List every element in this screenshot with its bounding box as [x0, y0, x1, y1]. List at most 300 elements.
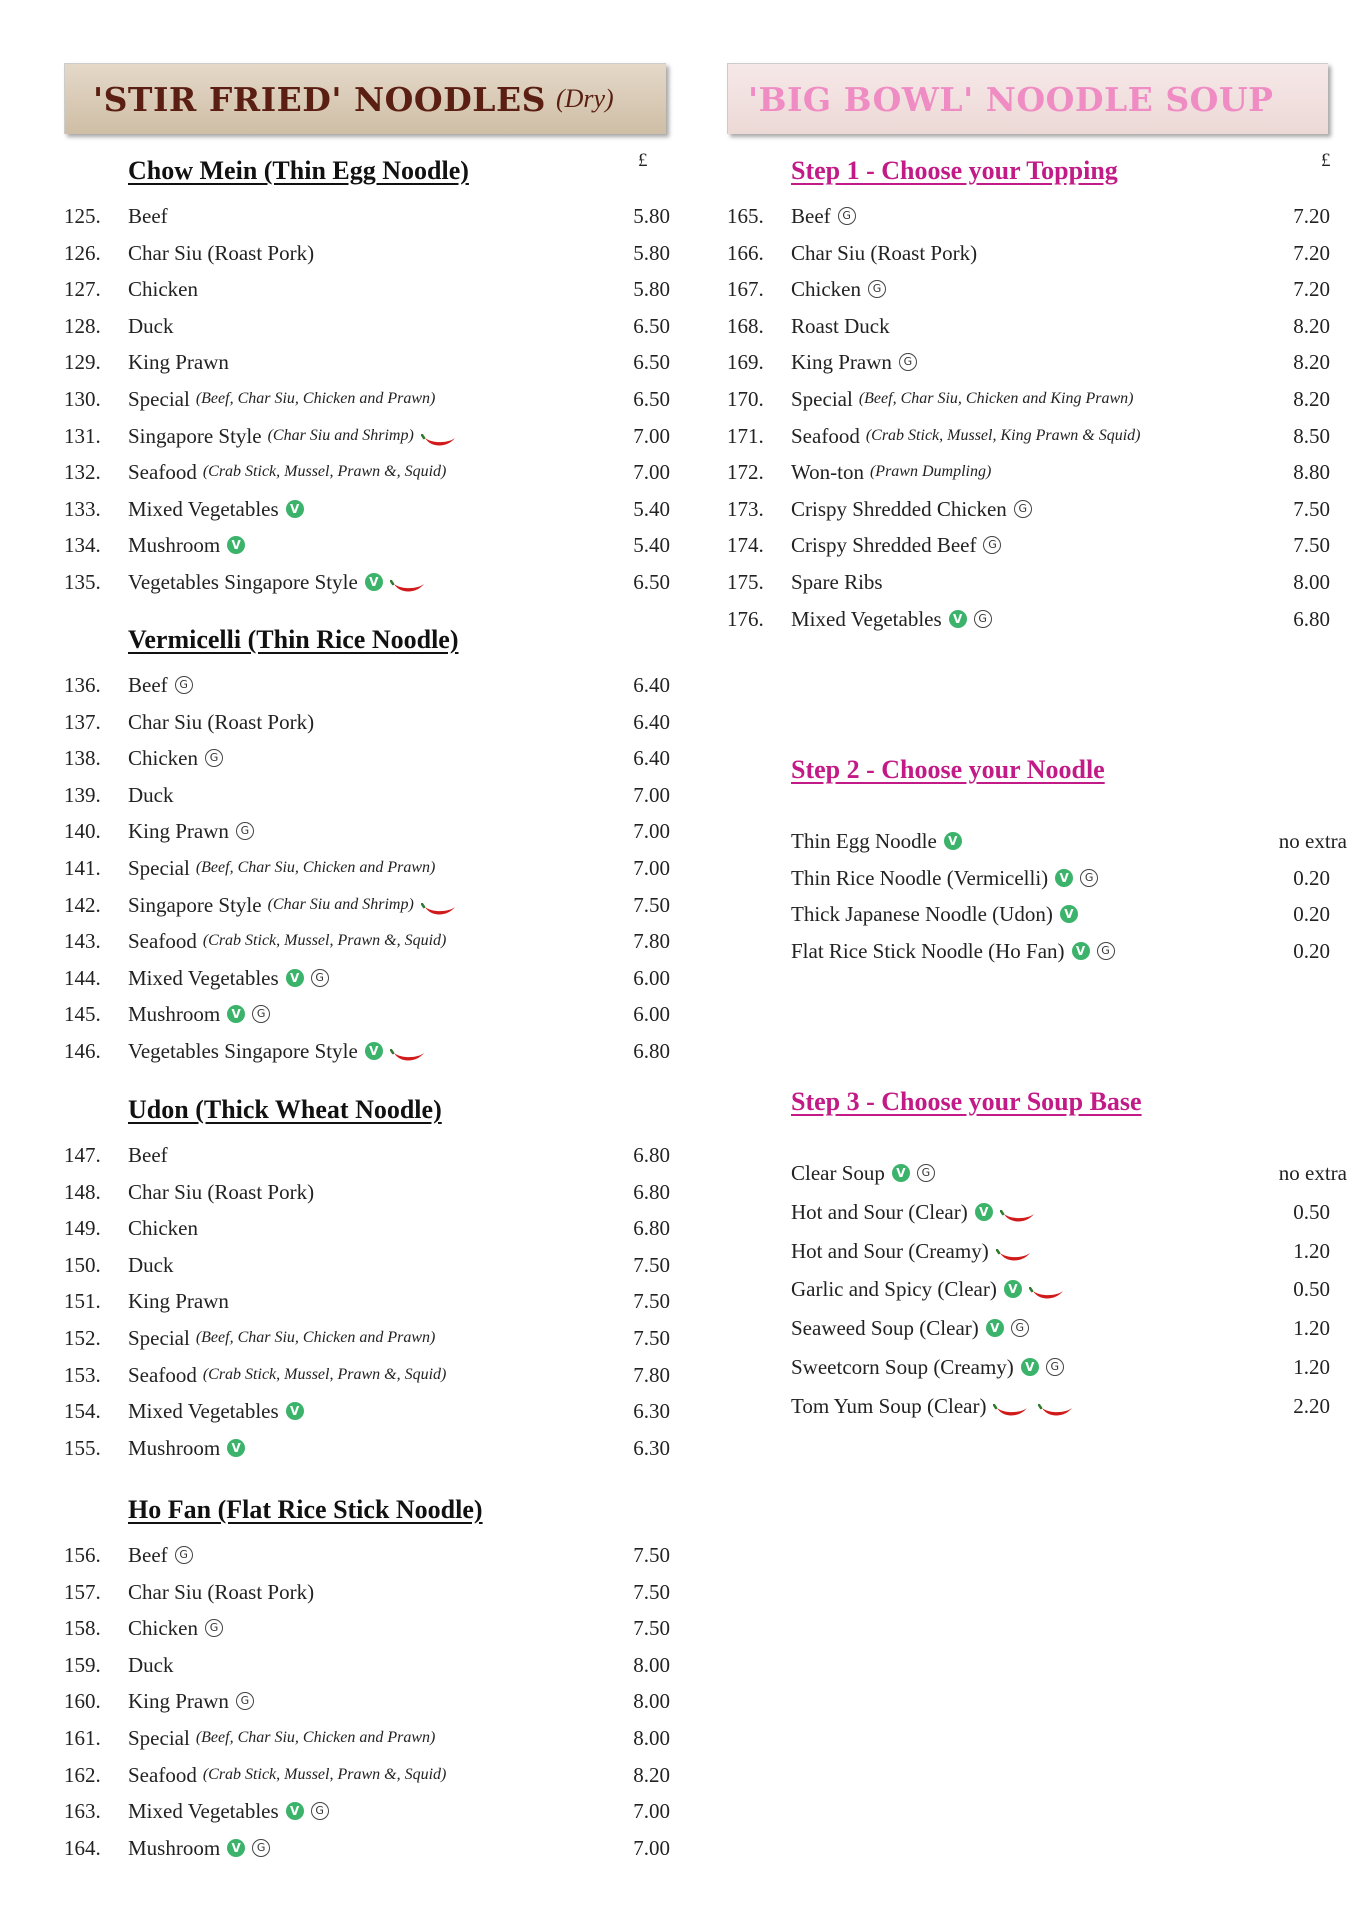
item-name: Beef — [128, 1543, 168, 1567]
item-price: 7.20 — [1293, 204, 1330, 228]
menu-item — [727, 1352, 1347, 1382]
vegetarian-icon: V — [975, 1203, 993, 1221]
item-name-group — [791, 347, 917, 377]
item-price: 0.20 — [1293, 865, 1330, 890]
item-name-group — [128, 1833, 270, 1863]
item-price: 7.00 — [633, 1799, 670, 1824]
item-name: Mushroom — [128, 533, 221, 558]
item-description: (Beef, Char Siu, Chicken and Prawn) — [195, 1729, 436, 1746]
item-name: Hot and Sour (Clear) — [791, 1199, 968, 1224]
item-price: 7.50 — [633, 1543, 670, 1567]
item-price: 6.50 — [633, 387, 670, 411]
item-price: 7.50 — [633, 1579, 670, 1604]
gluten-icon: G — [1014, 500, 1032, 518]
item-name: Clear Soup — [791, 1161, 885, 1185]
item-price: 8.00 — [1293, 570, 1330, 594]
item-number: 145. — [64, 1002, 101, 1027]
item-name-group — [128, 1177, 314, 1207]
vegetarian-icon: V — [286, 1802, 304, 1820]
menu-item — [727, 826, 1347, 856]
chili-pepper-icon — [421, 897, 459, 913]
menu-item — [64, 1650, 670, 1680]
item-price: 7.50 — [633, 1252, 670, 1277]
item-price: 6.80 — [633, 1179, 670, 1204]
item-price: 5.80 — [633, 240, 670, 265]
vegetarian-icon: V — [1060, 905, 1078, 923]
item-name-group — [791, 567, 883, 597]
item-name: Mushroom — [128, 1435, 221, 1460]
item-price: 8.50 — [1293, 423, 1330, 448]
item-description: (Crab Stick, Mussel, King Prawn & Squid) — [865, 426, 1141, 444]
item-price: 7.20 — [1293, 277, 1330, 302]
item-name: Beef — [128, 1143, 168, 1167]
vegetarian-icon: V — [986, 1319, 1004, 1337]
item-name: Vegetables Singapore Style — [128, 570, 358, 594]
item-name: Special — [128, 1326, 190, 1350]
menu-item — [64, 1140, 670, 1170]
menu-item — [64, 1360, 670, 1390]
item-name-group — [128, 1540, 193, 1570]
menu-item — [727, 347, 1347, 377]
item-name-group — [791, 274, 886, 304]
item-number: 144. — [64, 965, 101, 990]
vegetarian-icon: V — [227, 1005, 245, 1023]
item-price: no extra — [1278, 1161, 1347, 1185]
menu-item — [727, 567, 1347, 597]
item-price: 0.20 — [1293, 902, 1330, 927]
item-name-group — [791, 604, 992, 634]
item-number: 134. — [64, 533, 101, 558]
chili-pepper-icon — [1000, 1204, 1038, 1220]
item-name: King Prawn — [128, 1689, 229, 1714]
item-name: Seafood — [128, 1362, 197, 1387]
menu-item — [64, 1613, 670, 1643]
item-price: 6.30 — [633, 1399, 670, 1424]
section-heading: Step 3 - Choose your Soup Base — [791, 1087, 1142, 1116]
item-name: Special — [791, 387, 853, 411]
item-name-group — [791, 201, 856, 231]
gluten-icon: G — [175, 1546, 193, 1564]
menu-item — [64, 780, 670, 810]
gluten-icon: G — [1011, 1319, 1029, 1337]
item-description: (Beef, Char Siu, Chicken and Prawn) — [195, 859, 436, 876]
gluten-icon: G — [917, 1164, 935, 1182]
item-name-group — [128, 1286, 229, 1316]
item-price: 7.50 — [633, 892, 670, 917]
item-name-group — [128, 1250, 174, 1280]
item-number: 170. — [727, 387, 764, 411]
item-name: Char Siu (Roast Pork) — [128, 1579, 315, 1604]
item-price: 8.20 — [1293, 387, 1330, 411]
item-price: 7.50 — [633, 1289, 670, 1314]
gluten-icon: G — [311, 969, 329, 987]
item-name: Special — [128, 1726, 190, 1750]
item-name: King Prawn — [128, 819, 229, 844]
item-name-group — [791, 311, 890, 341]
item-price: 0.50 — [1293, 1277, 1330, 1302]
item-name: Chicken — [791, 277, 861, 302]
item-price: 8.00 — [633, 1689, 670, 1714]
noodle-soup-banner — [727, 63, 1328, 134]
item-name-group — [791, 1158, 935, 1188]
menu-item — [64, 457, 670, 487]
item-name-group — [791, 494, 1032, 524]
item-description: (Crab Stick, Mussel, Prawn &, Squid) — [202, 1365, 447, 1383]
item-description: (Beef, Char Siu, Chicken and King Prawn) — [858, 390, 1134, 407]
menu-item — [727, 530, 1347, 560]
menu-item — [64, 1213, 670, 1243]
gluten-icon: G — [236, 1692, 254, 1710]
item-name: Chicken — [128, 277, 198, 302]
item-name-group — [128, 1433, 245, 1463]
gluten-icon: G — [974, 610, 992, 628]
item-name-group — [791, 1313, 1029, 1343]
menu-item — [727, 457, 1347, 487]
menu-item — [64, 1540, 670, 1570]
item-name-group — [128, 1360, 446, 1390]
gluten-icon: G — [838, 207, 856, 225]
item-number: 172. — [727, 460, 764, 485]
stir-fried-title: 'STIR FRIED' NOODLES — [93, 79, 546, 119]
item-name: Won-ton — [791, 460, 864, 485]
item-price: 7.00 — [633, 856, 670, 880]
stir-fried-subtitle: (Dry) — [555, 84, 614, 113]
item-name-group — [128, 1036, 428, 1066]
menu-item — [64, 1286, 670, 1316]
item-number: 157. — [64, 1579, 101, 1604]
item-number: 150. — [64, 1252, 101, 1277]
menu-item — [727, 863, 1347, 893]
item-description: (Char Siu and Shrimp) — [267, 426, 414, 444]
item-price: 5.40 — [633, 533, 670, 558]
menu-item — [64, 707, 670, 737]
vegetarian-icon: V — [944, 832, 962, 850]
item-price: 7.00 — [633, 423, 670, 448]
item-name-group — [128, 347, 229, 377]
item-name-group — [791, 899, 1078, 929]
item-price: 7.50 — [633, 1326, 670, 1350]
item-name: Duck — [128, 1652, 174, 1677]
item-name: Garlic and Spicy (Clear) — [791, 1277, 997, 1302]
item-number: 128. — [64, 313, 101, 338]
item-number: 174. — [727, 533, 764, 558]
item-name: Mixed Vegetables — [128, 965, 279, 990]
item-number: 169. — [727, 350, 764, 375]
item-price: 7.00 — [633, 1835, 670, 1860]
menu-item — [64, 963, 670, 993]
menu-item — [727, 1158, 1347, 1188]
item-description: (Beef, Char Siu, Chicken and Prawn) — [195, 390, 436, 407]
menu-item — [64, 1036, 670, 1066]
item-price: 7.00 — [633, 460, 670, 485]
menu-item — [727, 1236, 1347, 1266]
menu-item — [727, 1391, 1347, 1421]
gluten-icon: G — [311, 1802, 329, 1820]
item-name-group — [128, 926, 446, 956]
item-number: 155. — [64, 1435, 101, 1460]
item-name: Char Siu (Roast Pork) — [128, 1179, 315, 1204]
menu-item — [64, 567, 670, 597]
item-price: 6.80 — [1293, 606, 1330, 631]
gluten-icon: G — [205, 749, 223, 767]
item-name: Flat Rice Stick Noodle (Ho Fan) — [791, 938, 1065, 963]
menu-item — [64, 384, 670, 414]
item-name: Singapore Style — [128, 423, 262, 448]
item-number: 171. — [727, 423, 764, 448]
item-number: 140. — [64, 819, 101, 844]
item-number: 131. — [64, 423, 101, 448]
item-name-group — [128, 1213, 198, 1243]
item-name-group — [791, 457, 991, 487]
item-name: Thin Rice Noodle (Vermicelli) — [791, 865, 1049, 890]
item-number: 151. — [64, 1289, 101, 1314]
item-price: 6.40 — [633, 673, 670, 697]
item-name: Mushroom — [128, 1835, 221, 1860]
item-number: 162. — [64, 1762, 101, 1787]
item-number: 147. — [64, 1143, 101, 1167]
item-number: 154. — [64, 1399, 101, 1424]
item-price: 6.50 — [633, 570, 670, 594]
menu-item — [64, 1250, 670, 1280]
vegetarian-icon: V — [1004, 1280, 1022, 1298]
gluten-icon: G — [1046, 1358, 1064, 1376]
vegetarian-icon: V — [365, 573, 383, 591]
item-name: Chicken — [128, 1616, 198, 1641]
item-price: 0.50 — [1293, 1199, 1330, 1224]
item-name-group — [791, 1391, 1076, 1421]
menu-item — [64, 1796, 670, 1826]
vegetarian-icon: V — [949, 610, 967, 628]
item-number: 159. — [64, 1652, 101, 1677]
item-number: 166. — [727, 240, 764, 265]
menu-item — [64, 1760, 670, 1790]
item-name: Singapore Style — [128, 892, 262, 917]
menu-item — [727, 899, 1347, 929]
item-name: Spare Ribs — [791, 570, 883, 594]
item-name-group — [791, 863, 1098, 893]
item-number: 137. — [64, 709, 101, 734]
section-heading: Ho Fan (Flat Rice Stick Noodle) — [128, 1495, 483, 1524]
item-name: Char Siu (Roast Pork) — [128, 240, 315, 265]
item-number: 160. — [64, 1689, 101, 1714]
section-heading: Step 1 - Choose your Topping — [791, 156, 1118, 185]
item-name: Hot and Sour (Creamy) — [791, 1238, 989, 1263]
vegetarian-icon: V — [286, 969, 304, 987]
menu-item — [64, 494, 670, 524]
item-name: Char Siu (Roast Pork) — [791, 240, 978, 265]
section-heading: Chow Mein (Thin Egg Noodle) — [128, 156, 469, 185]
item-description: (Char Siu and Shrimp) — [267, 895, 414, 913]
item-number: 142. — [64, 892, 101, 917]
item-name-group — [128, 853, 435, 883]
menu-item — [727, 238, 1347, 268]
item-name: Seafood — [128, 929, 197, 954]
item-name-group — [128, 890, 459, 920]
item-name: King Prawn — [791, 350, 892, 375]
item-number: 136. — [64, 673, 101, 697]
vegetarian-icon: V — [286, 1402, 304, 1420]
menu-item — [64, 311, 670, 341]
item-name-group — [128, 1796, 329, 1826]
item-name-group — [791, 1274, 1067, 1304]
item-number: 129. — [64, 350, 101, 375]
item-name-group — [128, 494, 304, 524]
item-number: 175. — [727, 570, 764, 594]
item-price: 2.20 — [1293, 1393, 1330, 1418]
item-price: 6.80 — [633, 1216, 670, 1241]
item-name: Beef — [128, 204, 168, 228]
menu-item — [64, 1723, 670, 1753]
item-name-group — [128, 780, 174, 810]
item-description: (Crab Stick, Mussel, Prawn &, Squid) — [202, 1765, 447, 1783]
item-name: Mixed Vegetables — [128, 496, 279, 521]
item-name-group — [791, 384, 1133, 414]
menu-item — [64, 890, 670, 920]
item-price: 5.40 — [633, 496, 670, 521]
item-name-group — [128, 1760, 446, 1790]
menu-item — [64, 926, 670, 956]
menu-item — [64, 1577, 670, 1607]
item-name: Roast Duck — [791, 313, 890, 338]
gluten-icon: G — [205, 1619, 223, 1637]
chili-pepper-icon — [1029, 1281, 1067, 1297]
item-name-group — [128, 201, 168, 231]
item-number: 164. — [64, 1835, 101, 1860]
item-number: 127. — [64, 277, 101, 302]
currency-label: £ — [1321, 150, 1331, 171]
item-number: 125. — [64, 204, 101, 228]
item-number: 173. — [727, 496, 764, 521]
chili-pepper-icon — [390, 574, 428, 590]
item-number: 158. — [64, 1616, 101, 1641]
item-name-group — [791, 826, 962, 856]
vegetarian-icon: V — [286, 500, 304, 518]
item-name: Chicken — [128, 746, 198, 771]
item-number: 146. — [64, 1039, 101, 1063]
gluten-icon: G — [1080, 869, 1098, 887]
item-name: Mushroom — [128, 1002, 221, 1027]
item-name: Seafood — [128, 460, 197, 485]
item-name-group — [128, 816, 254, 846]
item-number: 139. — [64, 782, 101, 807]
gluten-icon: G — [175, 676, 193, 694]
item-name-group — [128, 1723, 435, 1753]
item-price: 7.50 — [1293, 533, 1330, 558]
item-name-group — [128, 1686, 254, 1716]
item-description: (Crab Stick, Mussel, Prawn &, Squid) — [202, 932, 447, 950]
menu-item — [64, 1686, 670, 1716]
item-name-group — [128, 1650, 174, 1680]
menu-item — [64, 670, 670, 700]
item-number: 126. — [64, 240, 101, 265]
item-number: 176. — [727, 606, 764, 631]
vegetarian-icon: V — [1021, 1358, 1039, 1376]
item-number: 168. — [727, 313, 764, 338]
item-name: Beef — [128, 673, 168, 697]
item-name: Crispy Shredded Chicken — [791, 496, 1007, 521]
item-name-group — [791, 421, 1140, 451]
item-name: Seafood — [128, 1762, 197, 1787]
vegetarian-icon: V — [227, 1839, 245, 1857]
item-name-group — [128, 743, 223, 773]
item-price: 8.00 — [633, 1726, 670, 1750]
item-number: 135. — [64, 570, 101, 594]
vegetarian-icon: V — [227, 536, 245, 554]
item-price: 6.00 — [633, 1002, 670, 1027]
item-name-group — [128, 963, 329, 993]
item-price: 8.20 — [1293, 313, 1330, 338]
item-price: 8.20 — [633, 1762, 670, 1787]
item-name-group — [128, 1396, 304, 1426]
item-name: Duck — [128, 1252, 174, 1277]
item-number: 163. — [64, 1799, 101, 1824]
item-price: 7.00 — [633, 782, 670, 807]
vegetarian-icon: V — [227, 1439, 245, 1457]
gluten-icon: G — [236, 822, 254, 840]
item-price: 6.00 — [633, 965, 670, 990]
item-number: 161. — [64, 1726, 101, 1750]
item-price: 6.40 — [633, 746, 670, 771]
item-price: 5.80 — [633, 204, 670, 228]
menu-item — [64, 274, 670, 304]
item-number: 156. — [64, 1543, 101, 1567]
gluten-icon: G — [983, 536, 1001, 554]
item-price: 7.50 — [1293, 496, 1330, 521]
item-price: 7.80 — [633, 929, 670, 954]
item-name-group — [128, 384, 435, 414]
chili-pepper-icon — [1038, 1398, 1076, 1414]
menu-item — [64, 1396, 670, 1426]
item-price: 7.80 — [633, 1362, 670, 1387]
menu-item — [727, 936, 1347, 966]
item-price: no extra — [1278, 829, 1347, 853]
item-name-group — [128, 567, 428, 597]
item-price: 6.80 — [633, 1039, 670, 1063]
item-number: 138. — [64, 746, 101, 771]
gluten-icon: G — [252, 1005, 270, 1023]
menu-item — [64, 743, 670, 773]
menu-item — [64, 530, 670, 560]
item-description: (Crab Stick, Mussel, Prawn &, Squid) — [202, 463, 447, 481]
item-name-group — [128, 999, 270, 1029]
item-price: 1.20 — [1293, 1355, 1330, 1379]
item-name-group — [791, 1197, 1038, 1227]
item-name: Thin Egg Noodle — [791, 829, 937, 853]
item-price: 6.50 — [633, 313, 670, 338]
section-heading: Udon (Thick Wheat Noodle) — [128, 1095, 442, 1124]
item-name-group — [128, 421, 459, 451]
section-heading: Step 2 - Choose your Noodle — [791, 755, 1105, 784]
menu-item — [64, 816, 670, 846]
item-name: Tom Yum Soup (Clear) — [791, 1393, 987, 1418]
chili-pepper-icon — [421, 428, 459, 444]
item-name-group — [128, 670, 193, 700]
item-name: Beef — [791, 204, 831, 228]
item-name-group — [128, 707, 314, 737]
item-number: 152. — [64, 1326, 101, 1350]
menu-item — [727, 604, 1347, 634]
item-name: Mixed Vegetables — [791, 606, 942, 631]
menu-item — [727, 494, 1347, 524]
menu-item — [64, 1323, 670, 1353]
item-price: 5.80 — [633, 277, 670, 302]
item-price: 8.20 — [1293, 350, 1330, 375]
gluten-icon: G — [868, 280, 886, 298]
item-number: 141. — [64, 856, 101, 880]
item-name: Mixed Vegetables — [128, 1399, 279, 1424]
menu-item — [727, 421, 1347, 451]
item-description: (Prawn Dumpling) — [869, 463, 992, 481]
